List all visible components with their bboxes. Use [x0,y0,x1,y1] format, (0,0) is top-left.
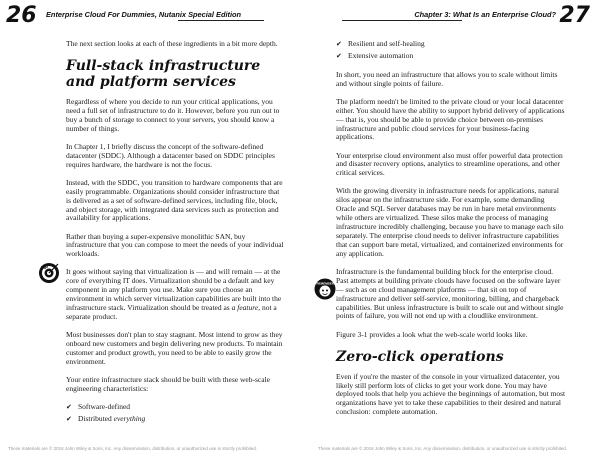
bullet-item: ✔ Distributed everything [66,413,146,423]
bullet-item: ✔ Software-defined [66,401,131,411]
page-footer: These materials are © 2016 John Wiley & Sons, Inc. Any dissemination, distribution, or unauthorized use is strictly prohibited. [318,446,568,451]
remember-paragraph: Infrastructure is the fundamental building block for the enterprise cloud. Past attempts at building private clouds have focused on the software layer — such as on cloud management platforms — that sit on top of infrastructure and deliver self-service, monitoring, billing, and chargeback capabilities. But unless infrastructure is built to scale out and without single points of failure, you will not end up with a cloudlike environment. [336,266,564,321]
paragraph: Your enterprise cloud environment also must offer powerful data protection and disaster recovery options, analytics to streamline operations, and other critical services. [336,150,563,178]
paragraph: In short, you need an infrastructure that allows you to scale without limits and without single points of failure. [336,69,558,88]
header-rule [178,20,264,21]
bullet-item: ✔ Extensive automation [336,50,414,60]
check-icon: ✔ [66,402,72,411]
check-icon: ✔ [336,51,342,60]
page-number: 27 [559,3,590,28]
paragraph: Instead, with the SDDC, you transition to hardware components that are easily programmable. Organizations should consider infrastructure that is delivered as a set of software-defined services, including file, block, and object storage, with integrated data services such as protection and availability for applications. [66,177,283,223]
bullet-item: ✔ Resilient and self-healing [336,39,425,48]
check-icon: ✔ [336,40,342,48]
paragraph: The next section looks at each of these ingredients in a bit more depth. [66,39,278,48]
paragraph: It goes without saying that virtualization is — and will remain — at the core of everything IT does. Virtualization should be a default and key component in any platform you use. Make sure you choose an environment in which server virtualization capabilities are built into the infrastructure stack. Virtualization should be treated as a feature, not a separate product. [66,267,282,321]
running-header: Enterprise Cloud For Dummies, Nutanix Special Edition [46,10,242,19]
header-rule [342,20,462,21]
remember-icon [314,278,336,300]
paragraph: Your entire infrastructure stack should be built with these web-scale engineering characteristics: [66,374,270,393]
left-column [66,40,286,427]
check-icon: ✔ [66,414,72,423]
page-footer: These materials are © 2016 John Wiley & Sons, Inc. Any dissemination, distribution, or unauthorized use is strictly prohibited. [8,446,258,451]
page-number: 26 [6,3,37,28]
paragraph: Regardless of where you decide to run your critical applications, you need a full set of infrastructure to do it. However, before you run out to buy a bunch of storage to connect to your servers, you should know a number of things. [66,97,280,133]
paragraph: Even if you're the master of the console in your virtualized datacenter, you likely still perform lots of clicks to get your work done. You may have deployed tools that help you achieve the beginnings of automation, but most organizations have yet to take these capabilities to their desired and natural conclusion: complete automation. [336,371,566,417]
svg-text:REMEMBER: REMEMBER [316,281,335,286]
right-page [300,0,600,463]
svg-text:TIP: TIP [41,265,49,270]
right-column [336,40,566,426]
paragraph: In Chapter 1, I briefly discuss the concept of the software-defined datacenter (SDDC). Although a datacenter based on SDDC principles requires hardware, the hardware is not the focus. [66,141,275,169]
paragraph: With the growing diversity in infrastructure needs for applications, natural silos appear on the infrastructure side. For example, some demanding Oracle and SQL Server databases may be run in bare metal environments while others are virtualized. These silos make the process of managing infrastructure incredibly challenging, because you have to manage each silo separately. The enterprise cloud needs to deliver infrastructure capabilities that can support bare metal, virtualized, and containerized environments for any application. [336,186,564,258]
tip-target-icon [38,262,60,284]
paragraph: The platform needn't be limited to the private cloud or your local datacenter either. You should have the ability to support hybrid delivery of applications — that is, you should be able to provide choice between on-premises infrastructure and public cloud services for your business-facing applications. [336,96,565,142]
paragraph: Most businesses don't plan to stay stagnant. Most intend to grow as they onboard new customers and begin delivering new products. To maintain customer and product growth, you need to be able to easily grow the environment. [66,330,283,366]
section-heading: Full-stack infrastructure and platform services [66,58,261,91]
tip-paragraph: Rather than buying a super-expensive monolithic SAN, buy infrastructure that you can compose to meet the needs of your individual workloads. [66,231,284,259]
paragraph: Figure 3-1 provides a look what the web-scale world looks like. [336,329,528,339]
running-header: Chapter 3: What Is an Enterprise Cloud? [414,10,556,19]
section-heading: Zero-click operations [336,348,504,365]
